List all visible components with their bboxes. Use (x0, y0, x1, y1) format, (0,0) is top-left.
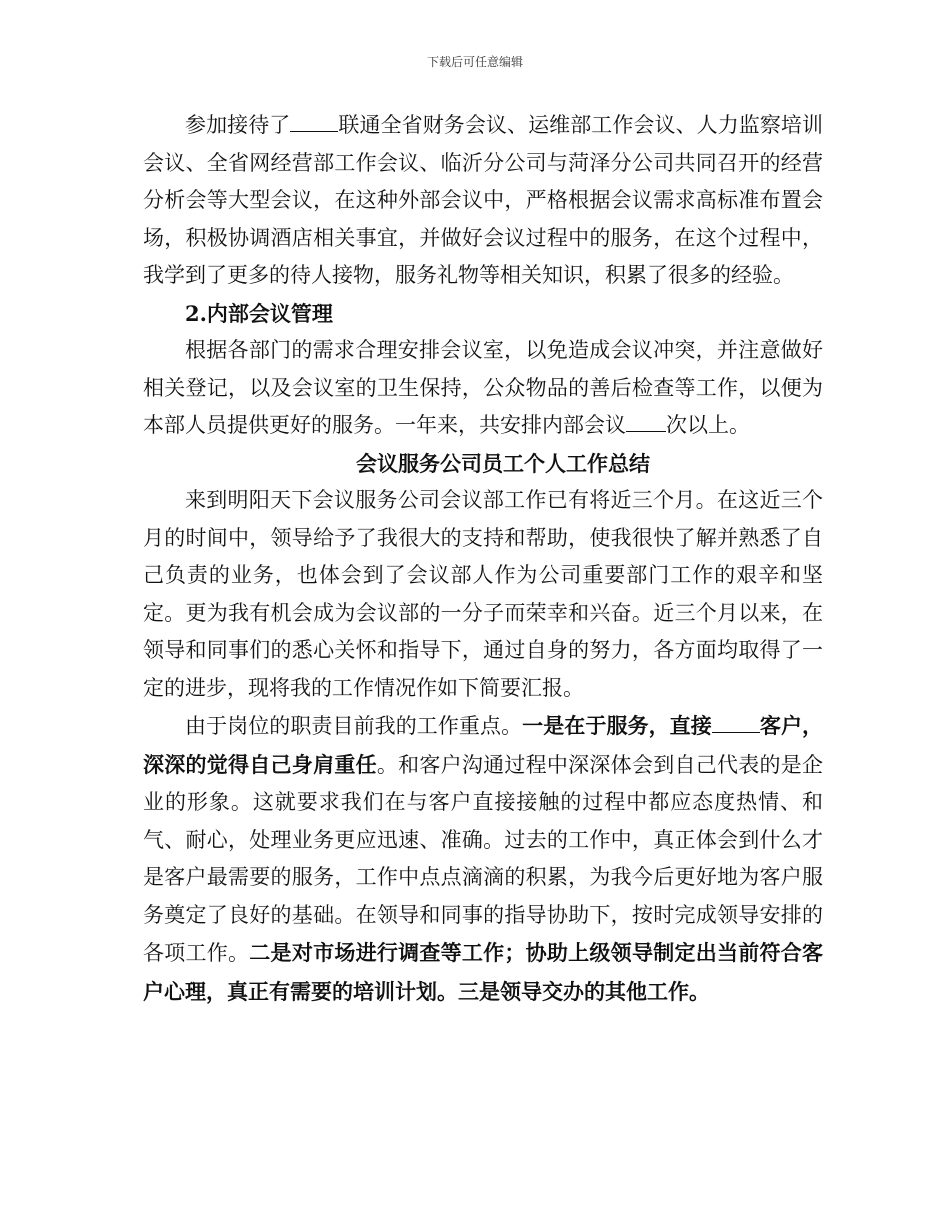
bold-text: 客户，深深的觉得自己身肩重任 (143, 713, 824, 777)
document-title: 会议服务公司员工个人工作总结 (356, 450, 650, 476)
paragraph-text: 。和客户沟通过程中深深体会到自己代表的是企业的形象。这就要求我们在与客户直接接触的过程中都应态度热情、和气、耐心，处理业务更应迅速、准确。过去的工作中，真正体会到什么才是客户最需要的服务，工作中点点滴滴的积累，为我今后更好地为客户服务奠定了良好的基础。在领导和同事的指导协助下，按时完成领导安排的各项工作。 (143, 752, 824, 965)
page-header: 下载后可任意编辑 (426, 55, 523, 69)
paragraph-text: 根据各部门的需求合理安排会议室，以免造成会议冲突，并注意做好相关登记，以及会议室的卫生保持，公众物品的善后检查等工作，以便为本部人员提供更好的服务。一年来，共安排内部会议 (143, 338, 823, 437)
fill-blank (290, 130, 338, 132)
paragraph-text: 参加接待了 (185, 113, 291, 137)
document-body (143, 107, 823, 1011)
section-heading-internal-meetings: 2.内部会议管理 (185, 300, 333, 326)
paragraph-text: 联通全省财务会议、运维部工作会议、人力监察培训会议、全省网经营部工作会议、临沂分公司与菏泽分公司共同召开的经营分析会等大型会议，在这种外部会议中，严格根据会议需求高标准布置会场，积极协调酒店相关事宜，并做好会议过程中的服务，在这个过程中，我学到了更多的待人接物，服务礼物等相关知识，积累了很多的经验。 (143, 113, 824, 287)
paragraph-internal-meetings (143, 332, 823, 445)
fill-blank (626, 430, 666, 432)
fill-blank (712, 731, 760, 733)
bold-text: 一是在于服务，直接 (522, 713, 712, 738)
paragraph-external-meetings (143, 107, 823, 295)
paragraph-text: 由于岗位的职责目前我的工作重点。 (185, 714, 523, 738)
bold-text: 二是对市场进行调查等工作；协助上级领导制定出当前符合客户心理，真正有需要的培训计划。三是领导交办的其他工作。 (143, 940, 824, 1004)
paragraph-text: 次以上。 (666, 413, 750, 437)
paragraph-work-focus (143, 707, 823, 1011)
paragraph-introduction: 来到明阳天下会议服务公司会议部工作已有将近三个月。在这近三个月的时间中，领导给予了我很大的支持和帮助，使我很快了解并熟悉了自己负责的业务，也体会到了会议部人作为公司重要部门工作的艰辛和坚定。更为我有机会成为会议部的一分子而荣幸和兴奋。近三个月以来，在领导和同事们的悉心关怀和指导下，通过自身的努力，各方面均取得了一定的进步，现将我的工作情况作如下简要汇报。 (143, 488, 823, 700)
